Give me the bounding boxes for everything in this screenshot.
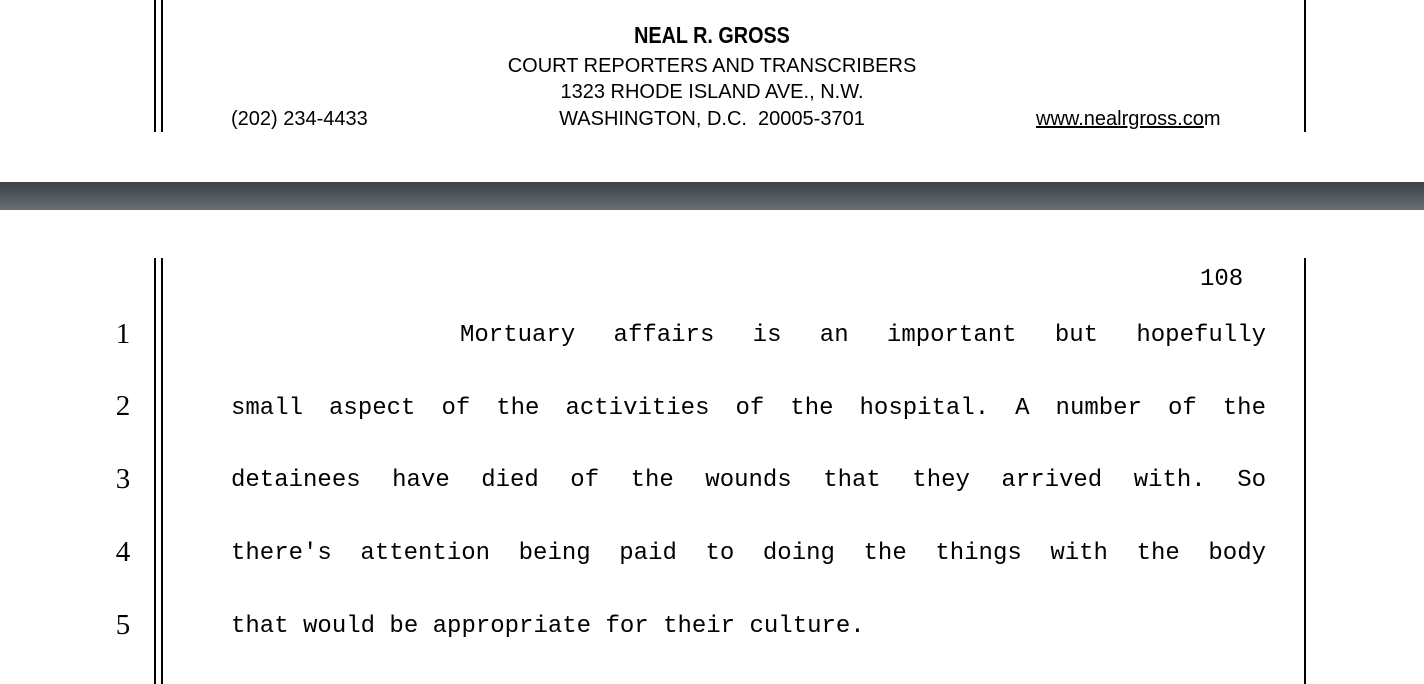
transcript-line: there's attention being paid to doing the things with the body (231, 540, 1266, 567)
line-number: 5 (115, 609, 131, 641)
firm-address-line2: WASHINGTON, D.C. 20005-3701 (559, 108, 865, 130)
left-margin-rule-outer (154, 258, 156, 684)
firm-phone: (202) 234-4433 (231, 108, 368, 130)
transcript-line: small aspect of the activities of the hospital. A number of the (231, 395, 1266, 422)
page-divider (0, 182, 1424, 210)
left-margin-rule-inner (161, 258, 163, 684)
firm-website-link[interactable]: www.nealrgross.co (1036, 108, 1204, 130)
firm-name: NEAL R. GROSS (634, 22, 790, 48)
firm-address-line1: 1323 RHODE ISLAND AVE., N.W. (560, 81, 864, 103)
transcript-line: that would be appropriate for their culture. (231, 613, 865, 640)
line-number: 3 (115, 463, 131, 495)
transcript-line: detainees have died of the wounds that they arrived with. So (231, 467, 1266, 494)
page-number: 108 (1200, 266, 1244, 293)
firm-website-suffix: m (1203, 108, 1221, 130)
line-number: 1 (115, 318, 131, 350)
right-margin-rule (1304, 258, 1306, 684)
line-number: 2 (115, 390, 131, 422)
firm-website[interactable] (1036, 108, 1221, 131)
transcript-line: Mortuary affairs is an important but hopefully (460, 322, 1266, 349)
line-number: 4 (115, 536, 131, 568)
firm-subtitle: COURT REPORTERS AND TRANSCRIBERS (507, 55, 917, 77)
